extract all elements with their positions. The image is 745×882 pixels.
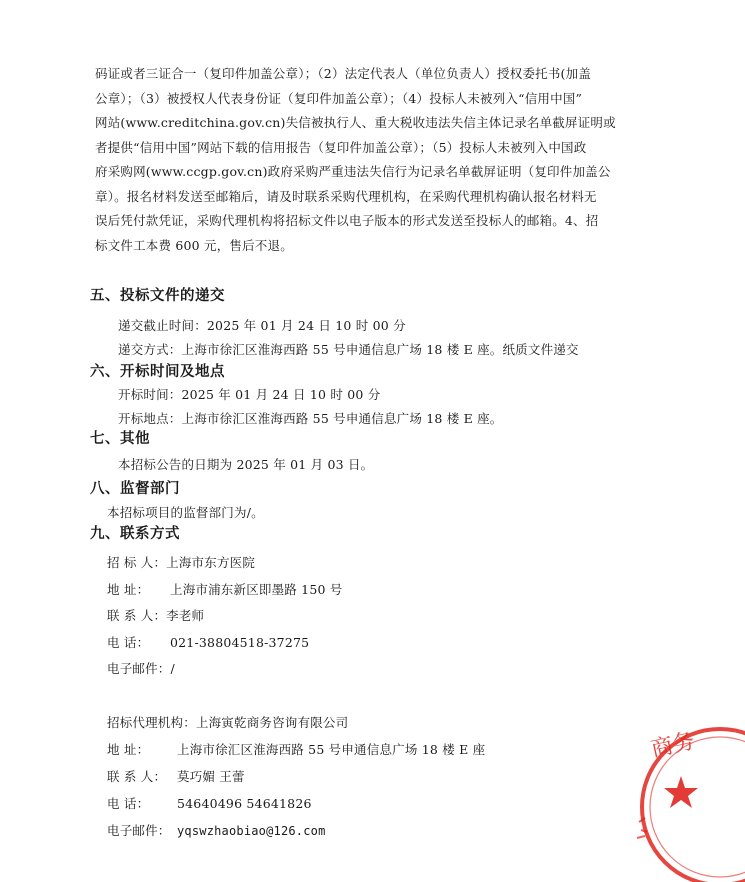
submission-method: 递交方式：上海市徐汇区淮海西路 55 号申通信息广场 18 楼 E 座。纸质文件递交 xyxy=(118,342,579,357)
purchaser-phone-label: 电 话： xyxy=(107,635,150,650)
section-heading-other: 七、其他 xyxy=(90,431,150,447)
agency-contact-label: 联 系 人： xyxy=(107,769,167,784)
purchaser-contact-label: 联 系 人： xyxy=(107,608,167,623)
purchaser-phone-row xyxy=(107,633,309,651)
section-heading-supervision: 八、监督部门 xyxy=(90,481,180,497)
paragraph-line: 公章）；（3）被授权人代表身份证（复印件加盖公章）；（4）投标人未被列入“信用中国” xyxy=(95,90,583,106)
agency-contact-row xyxy=(107,767,245,785)
agency-email: yqswzhaobiao@126.com xyxy=(177,824,326,838)
agency-address-label: 地 址： xyxy=(107,742,150,757)
agency-contact: 莫巧媚 王蕾 xyxy=(177,769,245,784)
purchaser-name-row xyxy=(107,553,255,571)
purchaser-contact-row xyxy=(107,606,204,624)
purchaser-email-label: 电子邮件： xyxy=(107,661,171,676)
agency-email-row xyxy=(107,821,326,839)
agency-phone-row xyxy=(107,794,312,812)
purchaser-email: / xyxy=(170,661,175,676)
purchaser-phone: 021-38804518-37275 xyxy=(170,635,310,650)
purchaser-name-label: 招 标 人： xyxy=(107,555,167,570)
agency-email-label: 电子邮件： xyxy=(107,823,171,838)
paragraph-line: 误后凭付款凭证，采购代理机构将招标文件以电子版本的形式发送至投标人的邮箱。4、招 xyxy=(95,213,599,228)
section-heading-contact: 九、联系方式 xyxy=(90,526,180,542)
purchaser-name: 上海市东方医院 xyxy=(166,555,256,570)
section-heading-submission: 五、投标文件的递交 xyxy=(90,288,225,304)
registration-paragraph xyxy=(95,62,616,258)
submission-deadline: 递交截止时间：2025 年 01 月 24 日 10 时 00 分 xyxy=(118,318,406,333)
paragraph-line: 者提供“信用中国”网站下载的信用报告（复印件加盖公章）；（5）投标人未被列入中国政 xyxy=(95,139,587,155)
agency-name-label: 招标代理机构： xyxy=(107,715,196,730)
agency-phone: 54640496 54641826 xyxy=(177,796,312,811)
agency-name-row xyxy=(107,713,348,731)
purchaser-address: 上海市浦东新区即墨路 150 号 xyxy=(170,582,343,597)
agency-address-row xyxy=(107,740,485,758)
agency-name: 上海寅乾商务咨询有限公司 xyxy=(195,715,349,730)
paragraph-line: 标文件工本费 600 元，售后不退。 xyxy=(95,237,293,253)
supervision-department: 本招标项目的监督部门为/。 xyxy=(107,505,264,520)
paragraph-line: 网站(www.creditchina.gov.cn)失信被执行人、重大税收违法失信主体记录名单截屏证明或 xyxy=(95,115,616,130)
paragraph-line: 章）。报名材料发送至邮箱后，请及时联系采购代理机构，在采购代理机构确认报名材料无 xyxy=(95,188,597,204)
paragraph-line: 码证或者三证合一（复印件加盖公章）；（2）法定代表人（单位负责人）授权委托书(加盖 xyxy=(95,66,592,81)
company-seal-icon xyxy=(625,712,745,882)
opening-time: 开标时间：2025 年 01 月 24 日 10 时 00 分 xyxy=(118,387,381,402)
paragraph-line: 府采购网(www.ccgp.gov.cn)政府采购严重违法失信行为记录名单截屏证明（复印件加盖公 xyxy=(95,164,611,179)
section-heading-opening: 六、开标时间及地点 xyxy=(90,364,225,380)
purchaser-email-row xyxy=(107,659,175,677)
purchaser-address-row xyxy=(107,580,343,598)
announcement-date: 本招标公告的日期为 2025 年 01 月 03 日。 xyxy=(118,457,374,472)
agency-phone-label: 电 话： xyxy=(107,796,150,811)
purchaser-contact: 李老师 xyxy=(166,608,205,623)
agency-address: 上海市徐汇区淮海西路 55 号申通信息广场 18 楼 E 座 xyxy=(177,742,486,757)
opening-place: 开标地点：上海市徐汇区淮海西路 55 号申通信息广场 18 楼 E 座。 xyxy=(118,411,503,426)
seal-text: 商务 xyxy=(648,728,698,763)
purchaser-address-label: 地 址： xyxy=(107,582,150,597)
